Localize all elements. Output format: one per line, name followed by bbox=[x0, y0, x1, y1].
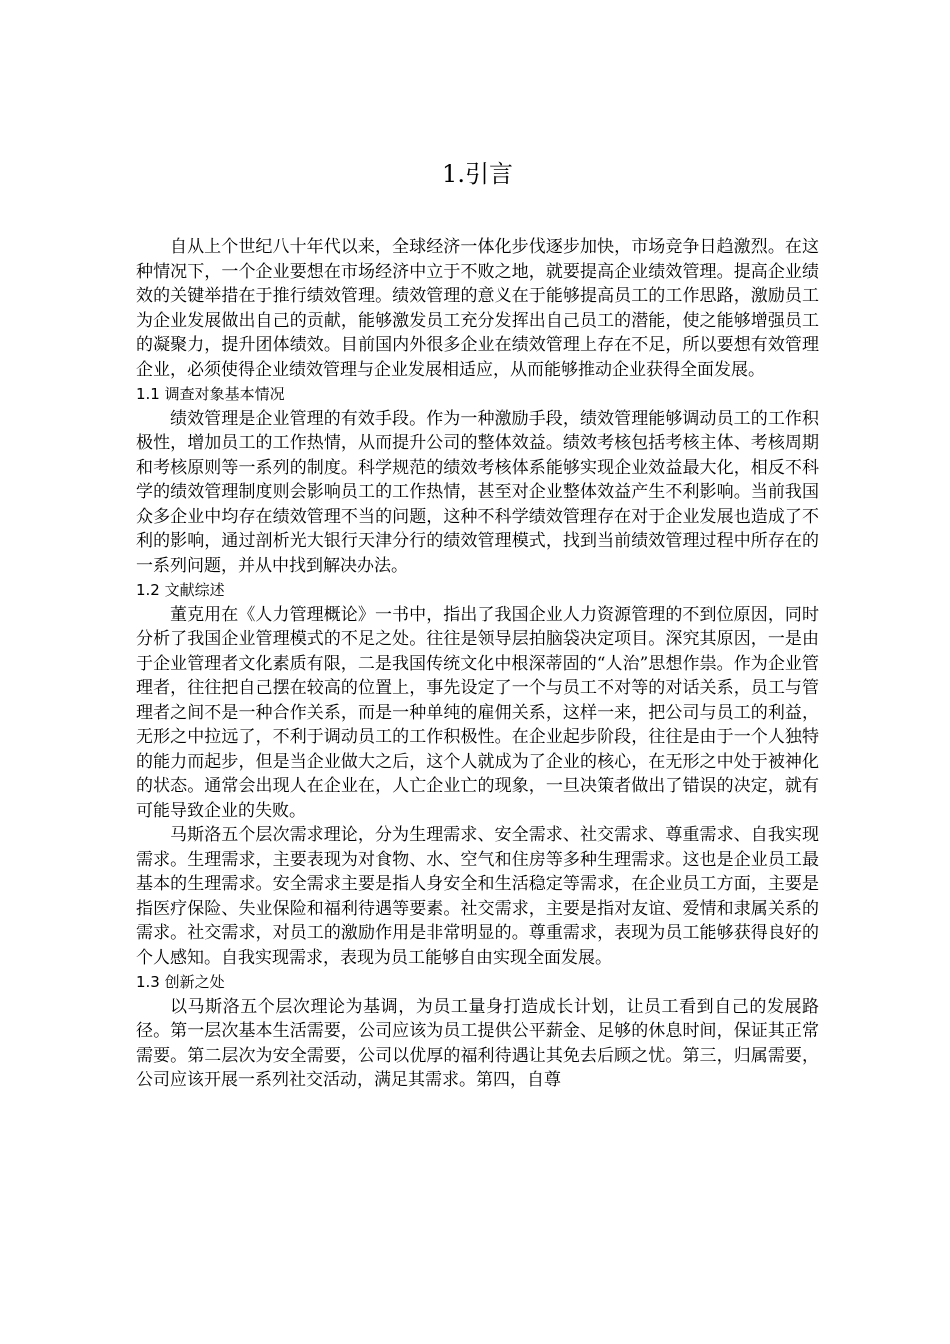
body-text bbox=[136, 235, 819, 1093]
intro-paragraph: 自从上个世纪八十年代以来，全球经济一体化步伐逐步加快，市场竞争日趋激烈。在这种情况下，一个企业要想在市场经济中立于不败之地，就要提高企业绩效管理。提高企业绩效的关键举措在于推行绩效管理。绩效管理的意义在于能够提高员工的工作思路，激励员工为企业发展做出自己的贡献，能够激发员工充分发挥出自己员工的潜能，使之能够增强员工的凝聚力，提升团体绩效。目前国内外很多企业在绩效管理上存在不足，所以要想有效管理企业，必须使得企业绩效管理与企业发展相适应，从而能够推动企业获得全面发展。 bbox=[136, 237, 819, 380]
section-heading-1-3: 1.3 创新之处 bbox=[136, 973, 225, 991]
section-1-2-paragraph-2: 马斯洛五个层次需求理论，分为生理需求、安全需求、社交需求、尊重需求、自我实现需求。生理需求，主要表现为对食物、水、空气和住房等多种生理需求。这也是企业员工最基本的生理需求。安全需求主要是指人身安全和生活稳定等需求，在企业员工方面，主要是指医疗保险、失业保险和福利待遇等要素。社交需求，主要是指对友谊、爱情和隶属关系的需求。社交需求，对员工的激励作用是非常明显的。尊重需求，表现为员工能够获得良好的个人感知。自我实现需求，表现为员工能够自由实现全面发展。 bbox=[136, 825, 819, 968]
section-heading-1-2: 1.2 文献综述 bbox=[136, 581, 225, 599]
section-1-2-paragraph-1: 董克用在《人力管理概论》一书中，指出了我国企业人力资源管理的不到位原因，同时分析了我国企业管理模式的不足之处。往往是领导层拍脑袋决定项目。深究其原因，一是由于企业管理者文化素质有限，二是我国传统文化中根深蒂固的“人治”思想作祟。作为企业管理者，往往把自己摆在较高的位置上，事先设定了一个与员工不对等的对话关系，员工与管理者之间不是一种合作关系，而是一种单纯的雇佣关系，这样一来，把公司与员工的利益，无形之中拉远了，不利于调动员工的工作积极性。在企业起步阶段，往往是由于一个人独特的能力而起步，但是当企业做大之后，这个人就成为了企业的核心，在无形之中处于被神化的状态。通常会出现人在企业在，人亡企业亡的现象，一旦决策者做出了错误的决定，就有可能导致企业的失败。 bbox=[136, 604, 819, 821]
section-1-3-paragraph: 以马斯洛五个层次理论为基调，为员工量身打造成长计划，让员工看到自己的发展路径。第一层次基本生活需要，公司应该为员工提供公平薪金、足够的休息时间，保证其正常需要。第二层次为安全需要，公司以优厚的福利待遇让其免去后顾之忧。第三，归属需要，公司应该开展一系列社交活动，满足其需求。第四，自尊 bbox=[136, 996, 819, 1090]
section-1-1-paragraph: 绩效管理是企业管理的有效手段。作为一种激励手段，绩效管理能够调动员工的工作积极性，增加员工的工作热情，从而提升公司的整体效益。绩效考核包括考核主体、考核周期和考核原则等一系列的制度。科学规范的绩效考核体系能够实现企业效益最大化，相反不科学的绩效管理制度则会影响员工的工作热情，甚至对企业整体效益产生不利影响。当前我国众多企业中均存在绩效管理不当的问题，这种不科学绩效管理存在对于企业发展也造成了不利的影响，通过剖析光大银行天津分行的绩效管理模式，找到当前绩效管理过程中所存在的一系列问题，并从中找到解决办法。 bbox=[136, 408, 819, 576]
chapter-title: 1.引言 bbox=[442, 160, 513, 188]
section-heading-1-1: 1.1 调查对象基本情况 bbox=[136, 385, 285, 403]
